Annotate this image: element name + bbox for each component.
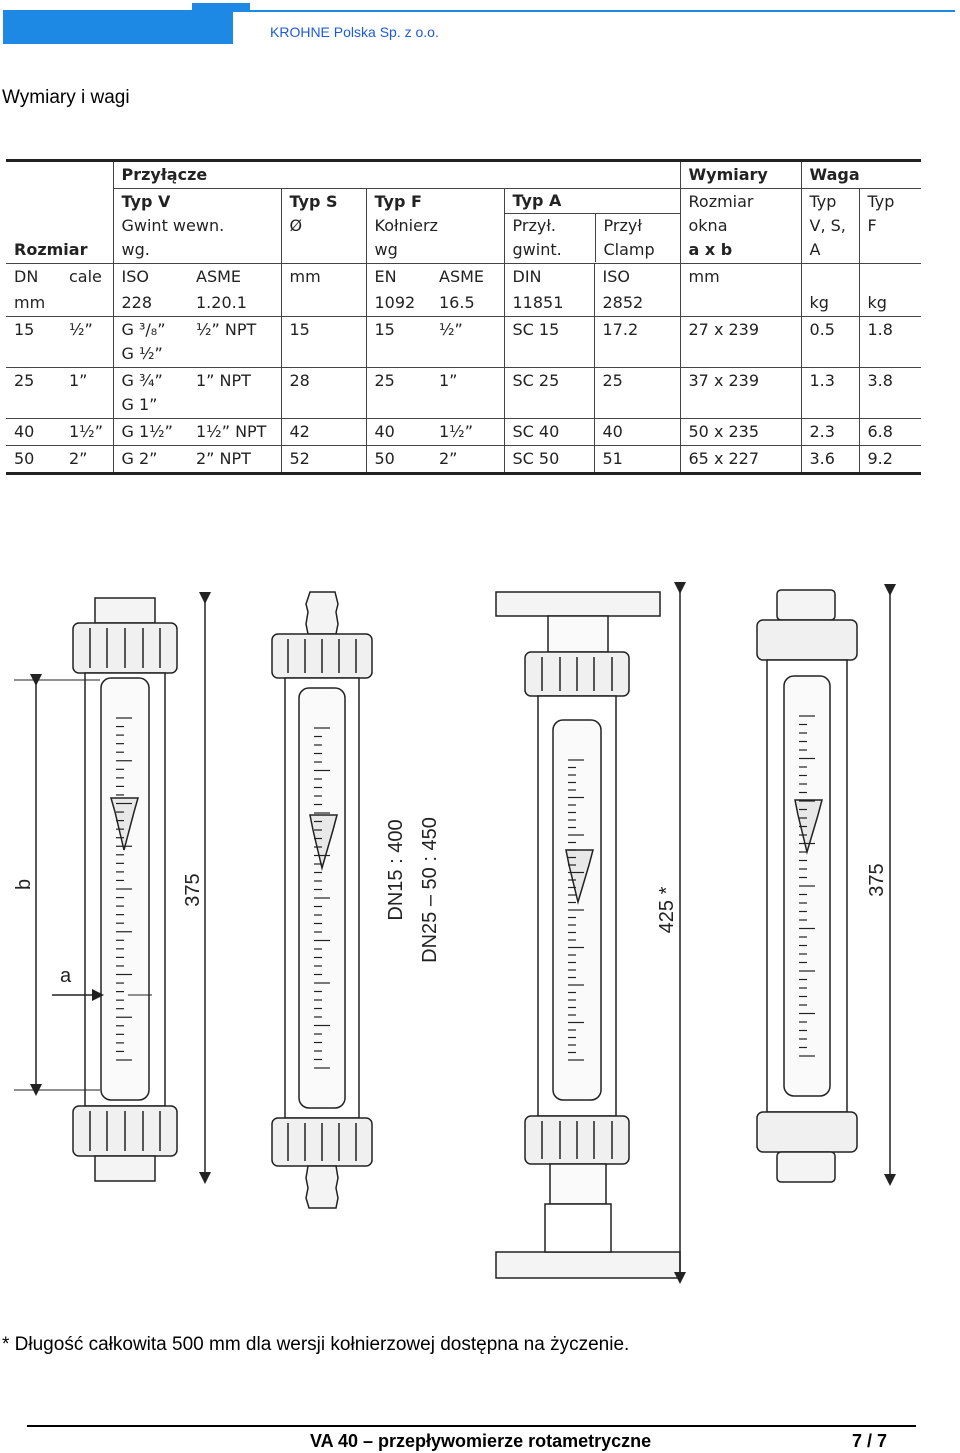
page-number: 7 / 7 [852,1431,888,1451]
dim-dn15-label: DN15 : 400 [385,819,407,921]
company-name: KROHNE Polska Sp. z o.o. [270,24,439,40]
group-connection: Przyłącze [113,161,680,189]
footnote: * Długość całkowita 500 mm dla wersji kołnierzowej dostępna na życzenie. [2,1334,630,1355]
table-row: 25 1” G ¾” G 1” 1” NPT 28 25 1” SC 25 25 37 x 239 1.3 3.8 [6,368,921,419]
meter-type-a [757,590,857,1182]
type-a-header: Typ A Przył. gwint. Przył Clamp [504,189,680,264]
meter-type-f [496,592,680,1278]
dimensions-table [6,159,921,475]
dim-a-label: a [60,965,72,987]
dim-375-right-label: 375 [866,863,888,897]
weight-f-header: Typ F [859,189,921,264]
header-bar [3,10,233,44]
rotameter-drawing [0,580,960,1300]
table-row: 15 ½” G ³/₈” G ½” ½” NPT 15 15 ½” SC 15 17.2 27 x 239 0.5 1.8 [6,317,921,368]
dim-dn25-label: DN25 – 50 : 450 [419,817,441,963]
type-s-header: Typ S Ø [281,189,366,264]
dim-b-label: b [13,878,35,890]
table-row: 40 1½” G 1½” 1½” NPT 42 40 1½” SC 40 40 50 x 235 2.3 6.8 [6,419,921,446]
weight-vsa-header: Typ V, S, A [801,189,859,264]
meter-type-v [73,598,177,1181]
type-f-header: Typ F Kołnierz wg [366,189,504,264]
section-title: Wymiary i wagi [2,87,130,108]
group-dimensions: Wymiary [680,161,801,189]
footer-divider [27,1425,916,1427]
meter-type-s [272,592,372,1208]
type-v-header: Typ V Gwint wewn. wg. [113,189,281,264]
units-row-1: DN cale ISO ASME mm EN ASME DIN ISO mm [6,264,921,291]
dim-425-label: 425 * [656,886,678,934]
dim-375-left-label: 375 [182,873,204,907]
group-weight: Waga [801,161,921,189]
size-header: Rozmiar [6,189,113,264]
header-line [233,10,955,12]
units-row-2: mm 228 1.20.1 1092 16.5 11851 2852 kg kg [6,290,921,317]
window-size-header: Rozmiar okna a x b [680,189,801,264]
footer-title: VA 40 – przepływomierze rotametryczne [310,1431,652,1451]
table-row: 50 2” G 2” 2” NPT 52 50 2” SC 50 51 65 x 227 3.6 9.2 [6,446,921,474]
